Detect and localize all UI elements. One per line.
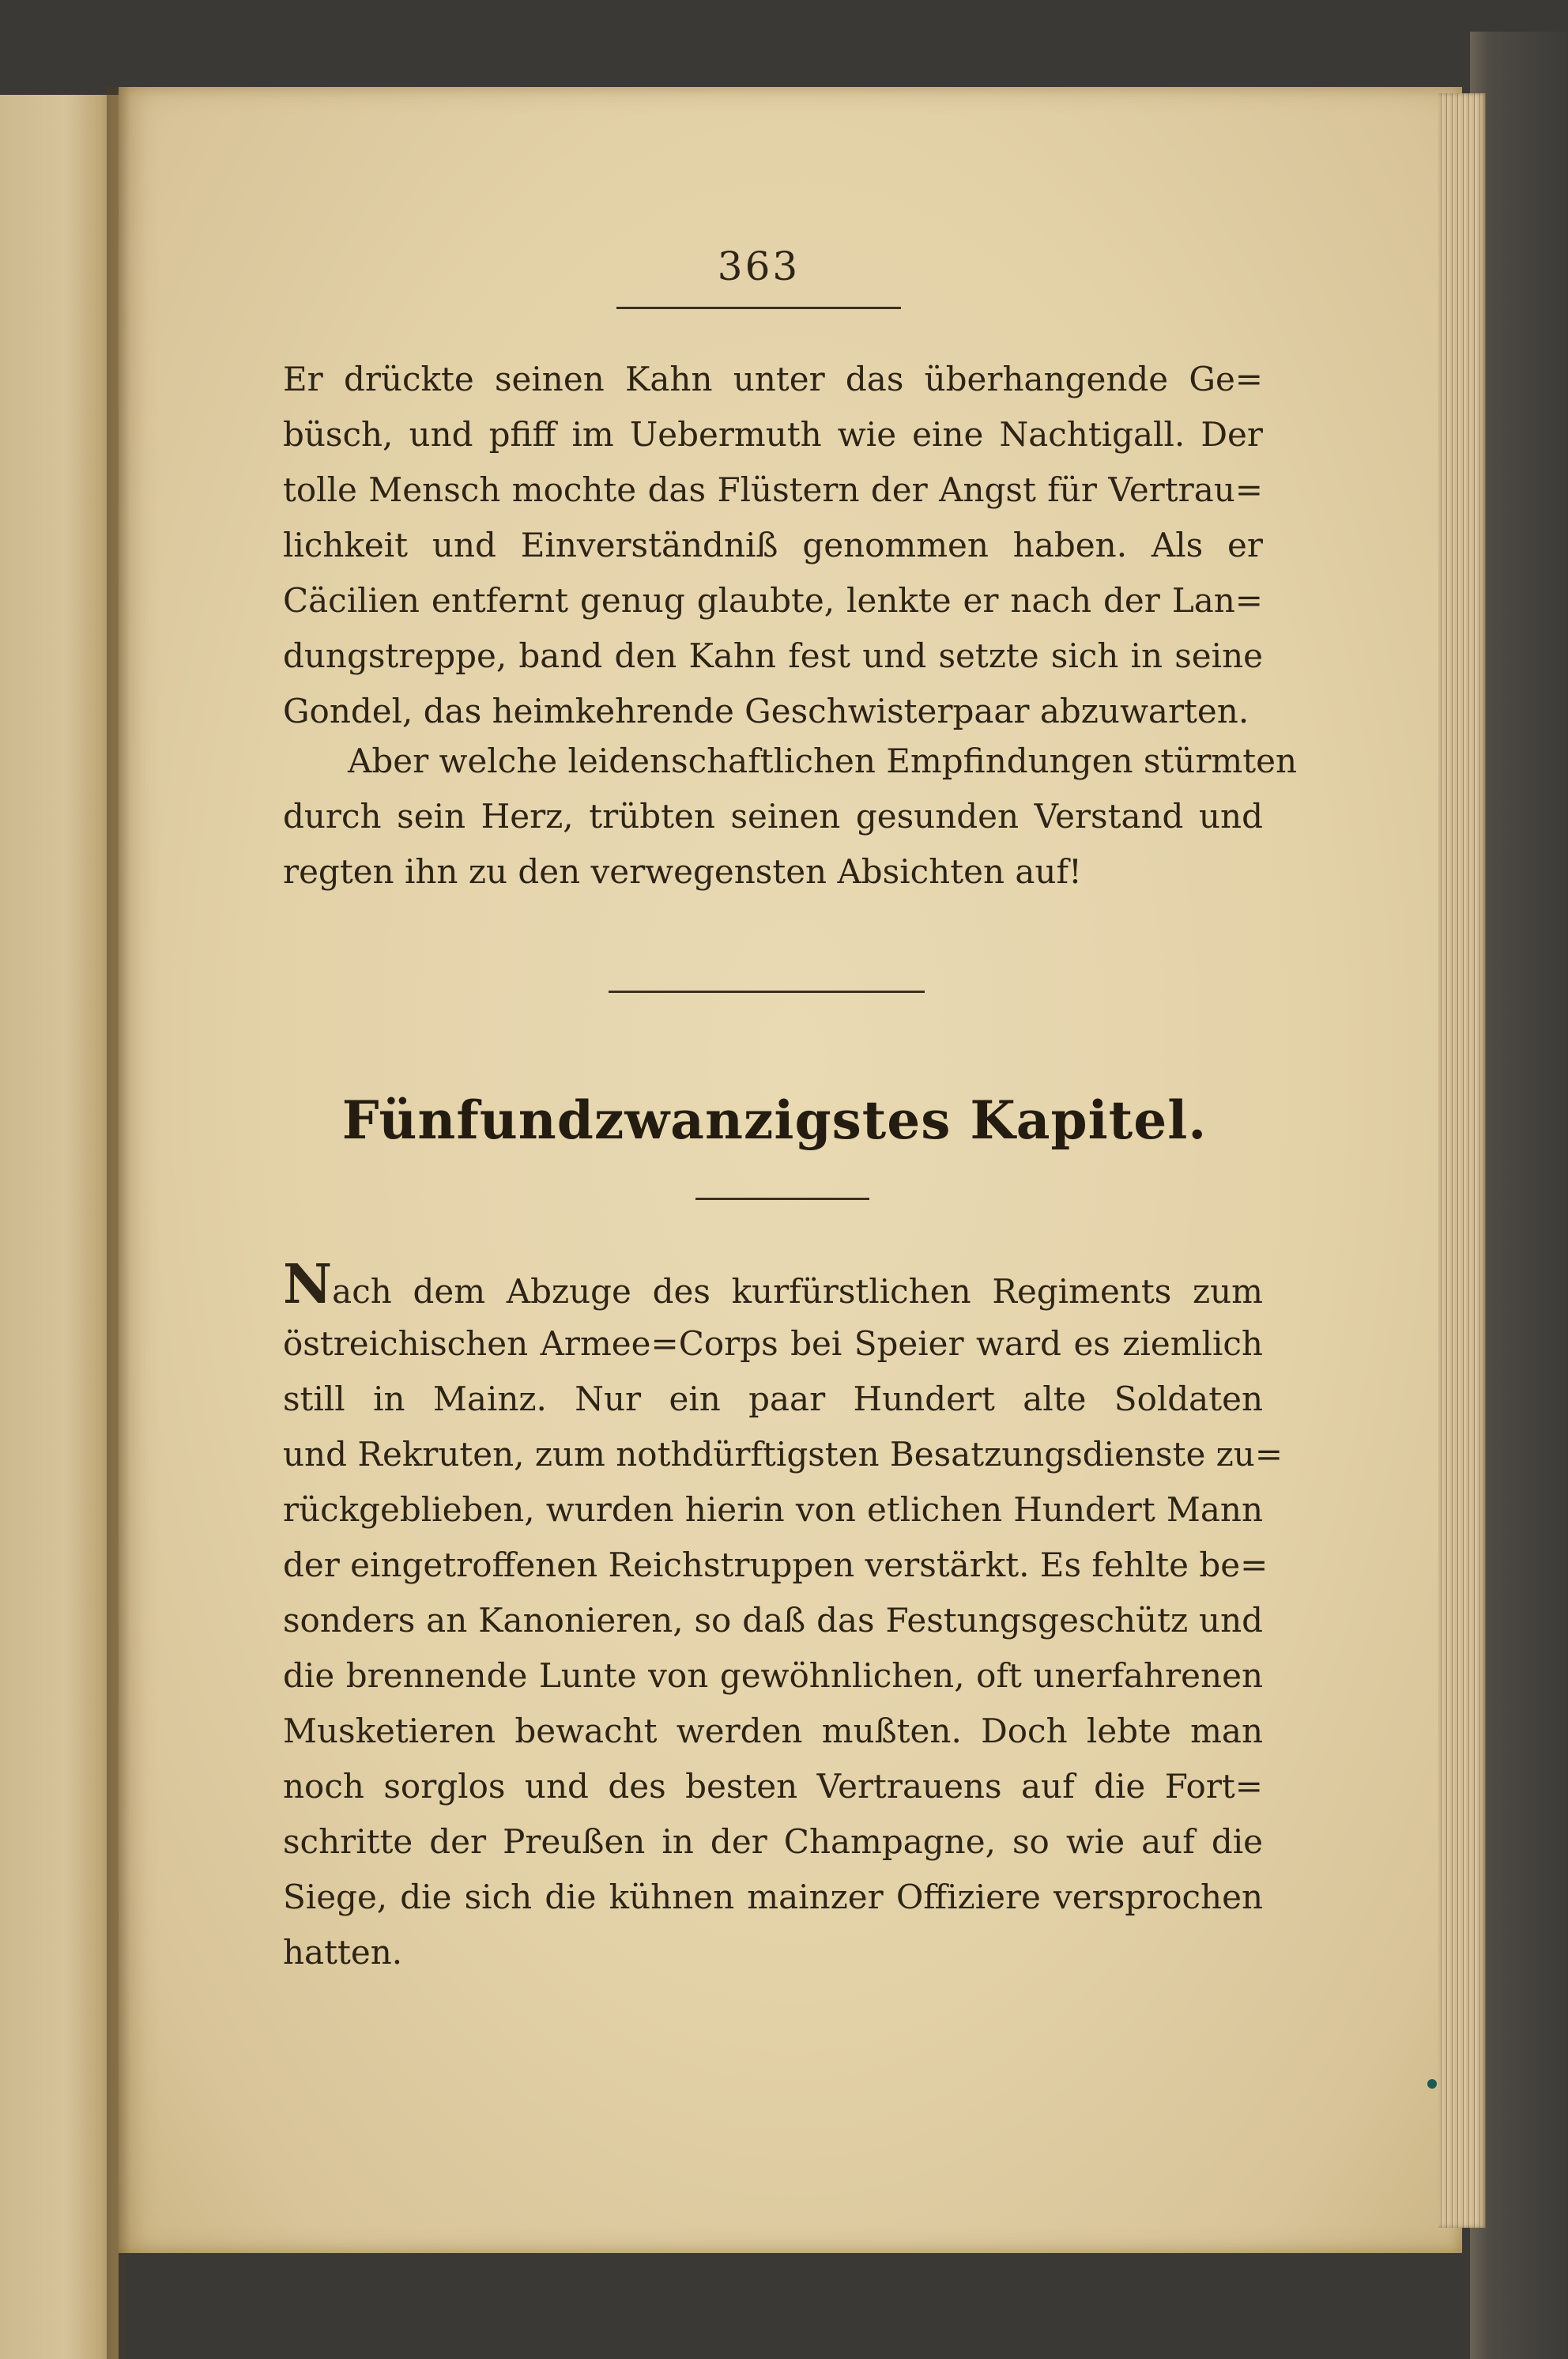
first-line-rest: ach dem Abzuge des kurfürstlichen Regiments zum <box>332 1272 1263 1311</box>
section-divider <box>609 991 925 993</box>
page-number: 363 <box>717 243 801 289</box>
text-line: dungstreppe, band den Kahn fest und setzte sich in seine <box>283 636 1263 675</box>
gutter-shadow <box>107 87 130 2359</box>
text-line: büsch, und pfiff im Uebermuth wie eine Nachtigall. Der <box>283 415 1263 454</box>
text-line: tolle Mensch mochte das Flüstern der Angst für Vertrau= <box>283 470 1263 509</box>
text-line: rückgeblieben, wurden hierin von etlichen Hundert Mann <box>283 1490 1263 1529</box>
text-line: die brennende Lunte von gewöhnlichen, oft unerfahrenen <box>283 1656 1263 1695</box>
text-line: Cäcilien entfernt genug glaubte, lenkte er nach der Lan= <box>283 581 1263 620</box>
drop-cap: N <box>283 1253 333 1316</box>
text-line: still in Mainz. Nur ein paar Hundert alte Soldaten <box>283 1380 1263 1418</box>
text-line: hatten. <box>283 1933 403 1972</box>
text-line-first <box>283 1253 1263 1316</box>
text-line: der eingetroffenen Reichstruppen verstärkt. Es fehlte be= <box>283 1546 1268 1584</box>
ink-spot <box>1427 2079 1437 2089</box>
chapter-rule <box>695 1198 869 1200</box>
text-line: östreichischen Armee=Corps bei Speier ward es ziemlich <box>283 1324 1263 1363</box>
text-line: regten ihn zu den verwegensten Absichten auf! <box>283 852 1082 891</box>
text-line: Siege, die sich die kühnen mainzer Offiziere versprochen <box>283 1878 1263 1916</box>
text-line: noch sorglos und des besten Vertrauens auf die Fort= <box>283 1767 1263 1806</box>
chapter-title: Fünfundzwanzigstes Kapitel. <box>341 1089 1208 1151</box>
text-line: durch sein Herz, trübten seinen gesunden Verstand und <box>283 797 1263 836</box>
paragraph-2 <box>283 734 1298 900</box>
text-line: Musketieren bewacht werden mußten. Doch lebte man <box>283 1712 1263 1750</box>
text-line: Er drückte seinen Kahn unter das überhangende Ge= <box>283 360 1263 398</box>
paragraph-1 <box>283 352 1263 739</box>
header-rule <box>616 307 901 309</box>
text-line: Gondel, das heimkehrende Geschwisterpaar abzuwarten. <box>283 692 1250 730</box>
text-line: Aber welche leidenschaftlichen Empfindungen stürmten <box>348 742 1298 780</box>
left-page-edge <box>0 95 119 2359</box>
text-line: sonders an Kanonieren, so daß das Festungsgeschütz und <box>283 1601 1263 1640</box>
paragraph-3 <box>283 1253 1283 1980</box>
text-line: und Rekruten, zum nothdürftigsten Besatzungsdienste zu= <box>283 1435 1283 1474</box>
text-line: lichkeit und Einverständniß genommen haben. Als er <box>283 526 1263 564</box>
page-stack-edges <box>1438 93 1486 2228</box>
text-line: schritte der Preußen in der Champagne, so wie auf die <box>283 1822 1263 1861</box>
